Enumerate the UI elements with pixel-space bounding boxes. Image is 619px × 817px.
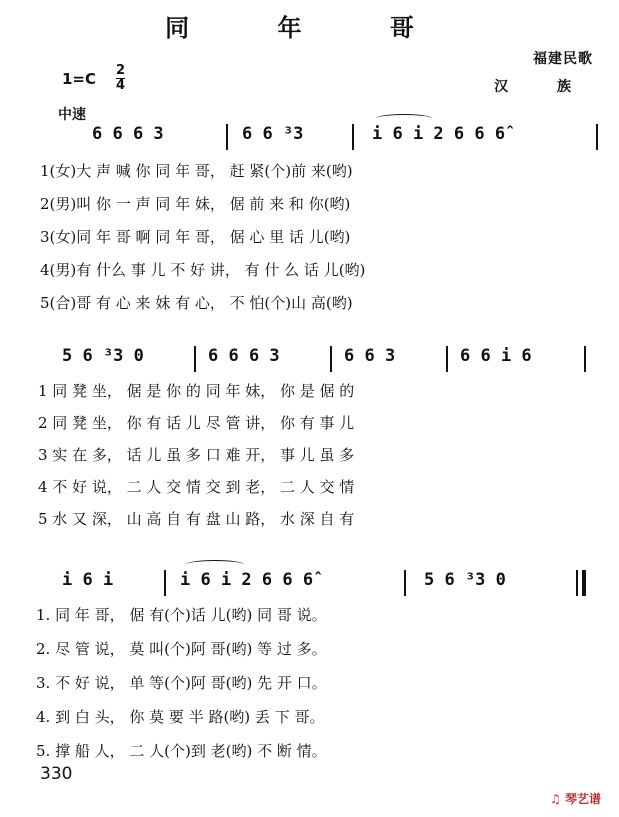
verse-line: 2 同 凳 坐， 你 有 话 儿 尽 管 讲， 你 有 事 儿 xyxy=(38,414,355,432)
page-number: 330 xyxy=(40,764,73,784)
measure-7: 6 6 i 6 xyxy=(460,346,532,366)
verse-line: 1 同 凳 坐， 倨 是 你 的 同 年 妹， 你 是 倨 的 xyxy=(38,382,355,400)
staff-system-2 xyxy=(0,342,619,374)
time-signature-bottom: 4 xyxy=(116,78,126,93)
barline xyxy=(164,570,166,596)
song-origin: 福建民歌 xyxy=(533,51,593,67)
measure-1: 6 6 6 3 xyxy=(92,124,164,144)
measure-5: 6 6 6 3 xyxy=(208,346,280,366)
time-signature xyxy=(116,64,125,93)
verse-line: 4(男)有 什么 事 儿 不 好 讲， 有 什 么 话 儿(哟) xyxy=(40,261,366,279)
verse-line: 3 实 在 多， 话 儿 虽 多 口 难 开， 事 儿 虽 多 xyxy=(38,446,355,464)
verse-line: 4 不 好 说， 二 人 交 情 交 到 老， 二 人 交 情 xyxy=(38,478,355,496)
verse-line: 5(合)哥 有 心 来 妹 有 心， 不 怕(个)山 高(哟) xyxy=(40,294,353,312)
measure-3: i 6 i 2 6 6 6̂ xyxy=(372,124,506,144)
final-barline xyxy=(576,570,578,596)
barline xyxy=(352,124,354,150)
measure-9: i 6 i 2 6 6 6̂ xyxy=(180,570,314,590)
verse-line: 5. 撑 船 人， 二 人(个)到 老(哟) 不 断 情。 xyxy=(36,742,327,760)
verse-line: 2(男)叫 你 一 声 同 年 妹， 倨 前 来 和 你(哟) xyxy=(40,195,351,213)
slur xyxy=(376,114,432,123)
barline xyxy=(330,346,332,372)
slur xyxy=(186,560,244,569)
verse-line: 3. 不 好 说， 单 等(个)阿 哥(哟) 先 开 口。 xyxy=(36,674,327,692)
verse-line: 3(女)同 年 哥 啊 同 年 哥， 倨 心 里 话 儿(哟) xyxy=(40,228,351,246)
time-signature-top: 2 xyxy=(116,63,126,78)
measure-8: i 6 i xyxy=(62,570,114,590)
staff-system-3 xyxy=(0,566,619,598)
watermark-text: 琴艺谱 xyxy=(564,792,601,806)
verse-line: 1(女)大 声 喊 你 同 年 哥， 赶 紧(个)前 来(哟) xyxy=(40,162,353,180)
song-title: 同 年 哥 xyxy=(165,13,454,42)
tempo-marking: 中速 xyxy=(58,107,86,123)
barline xyxy=(584,346,586,372)
song-ethnic-group: 汉 族 xyxy=(494,79,593,95)
barline xyxy=(194,346,196,372)
barline xyxy=(226,124,228,150)
verse-line: 1. 同 年 哥， 倨 有(个)话 儿(哟) 同 哥 说。 xyxy=(36,606,327,624)
verse-line: 4. 到 白 头， 你 莫 要 半 路(哟) 丢 下 哥。 xyxy=(36,708,325,726)
key-signature: 1=C xyxy=(62,70,97,88)
barline xyxy=(404,570,406,596)
barline xyxy=(596,124,598,150)
verse-line: 5 水 又 深， 山 高 自 有 盘 山 路， 水 深 自 有 xyxy=(38,510,355,528)
verse-line: 2. 尽 管 说， 莫 叫(个)阿 哥(哟) 等 过 多。 xyxy=(36,640,327,658)
measure-6: 6 6 3 xyxy=(344,346,396,366)
watermark-icon: ♫ xyxy=(550,792,561,806)
watermark-logo xyxy=(550,790,601,807)
measure-4: 5 6 ³3 0 xyxy=(62,346,144,366)
measure-2: 6 6 ³3 xyxy=(242,124,304,144)
barline xyxy=(446,346,448,372)
staff-system-1 xyxy=(0,120,619,152)
measure-10: 5 6 ³3 0 xyxy=(424,570,506,590)
